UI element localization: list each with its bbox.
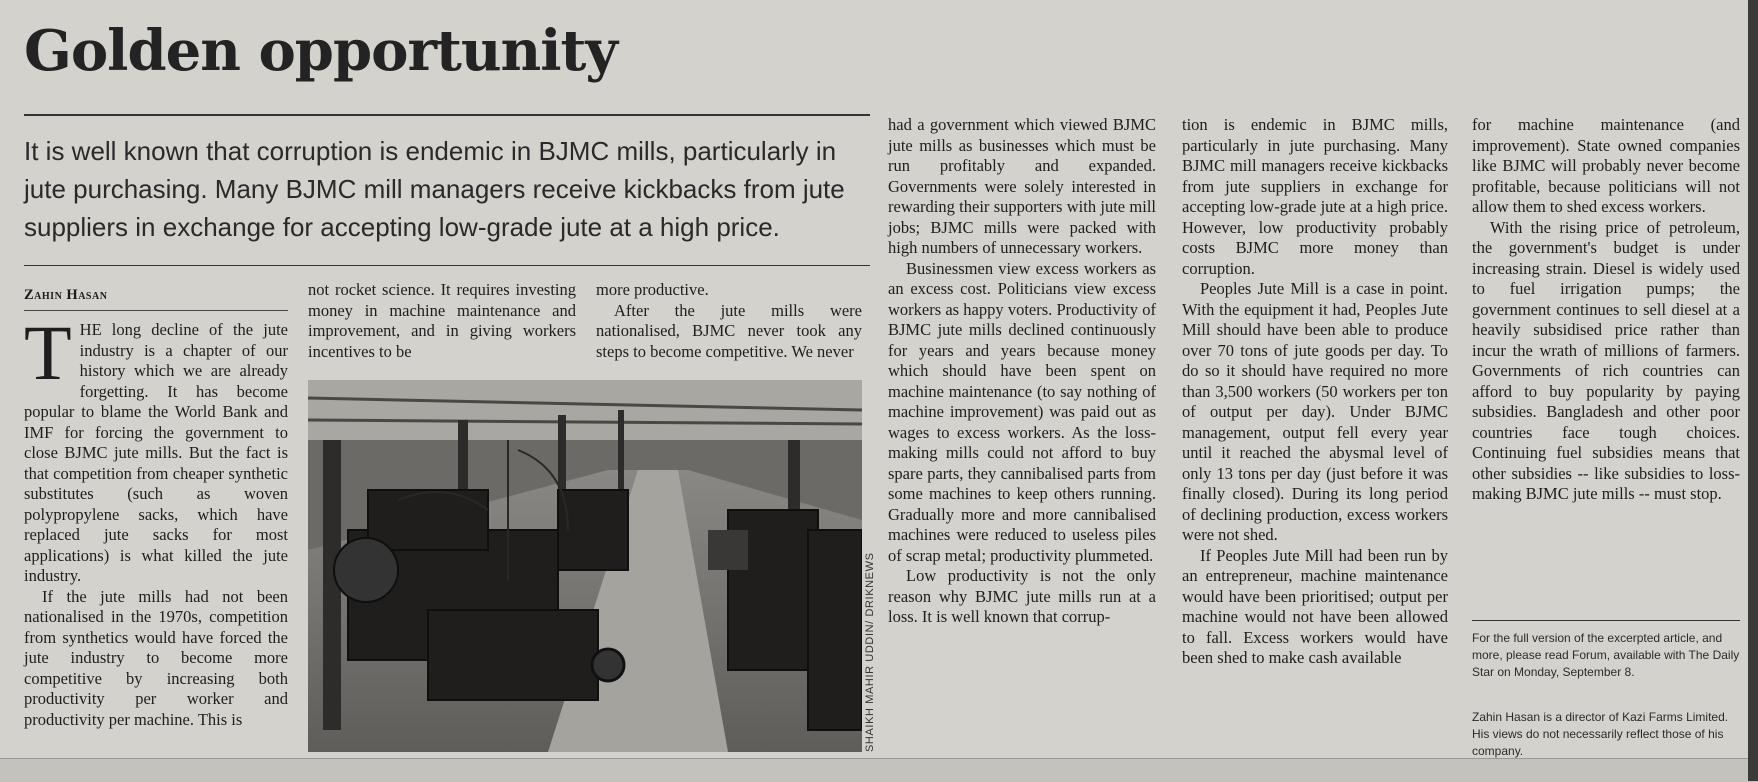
body-column-1 [24, 309, 288, 730]
deck-summary: It is well known that corruption is endemic in BJMC mills, particularly in jute purchasing. Many BJMC mill managers receive kickbacks from jute suppliers in exchange for accepting low-grade jute at a high price. [24, 136, 845, 242]
body-paragraph: more productive. [596, 280, 709, 299]
body-paragraph: THE long decline of the jute industry is a chapter of our history which we are already forgetting. It has become popular to blame the World Bank and IMF for forcing the government to close BJMC jute mills. But the fact is that competition from cheaper synthetic substitutes (such as woven polypropylene sacks, which have replaced jute sacks for most applications) is what killed the jute industry. [24, 309, 288, 585]
deck-rule [24, 265, 870, 266]
body-column-5 [1182, 115, 1448, 669]
body-paragraph: If the jute mills had not been nationalised in the 1970s, competition from synthetics would have forced the jute industry to become more competitive by increasing both productivity per worker and productivity per machine. This is [24, 586, 288, 729]
page-edge [1748, 0, 1758, 781]
derelict-jute-mill-image [308, 380, 862, 752]
body-paragraph: Peoples Jute Mill is a case in point. With the equipment it had, Peoples Jute Mill should have been able to produce over 70 tons of jute goods per day. To do so it should have required no more than 3,500 workers (50 workers per ton of output per day). Under BJMC management, output fell every year until it reached the abysmal level of only 13 tons per day (just before it was finally closed). During its long period of declining production, excess workers were not shed. [1182, 279, 1448, 544]
body-paragraph: Businessmen view excess workers as an excess cost. Politicians view excess workers as happy voters. Productivity of BJMC jute mills declined continuously for years and years because money which should have been spent on machine maintenance (to say nothing of machine improvement) was paid out as wages to excess workers. As the loss-making mills could not afford to buy spare parts, they cannibalised parts from some machines to keep others running. Gradually more and more cannibalised machines were reduced to useless piles of scrap metal; productivity plummeted. [888, 258, 1156, 565]
footnote-author-bio: Zahin Hasan is a director of Kazi Farms Limited. His views do not necessarily reflect those of his company. [1472, 710, 1729, 758]
headline-rule [24, 114, 870, 116]
body-paragraph: After the jute mills were nationalised, BJMC never took any steps to become competitive. We never [596, 300, 862, 361]
footnote [1472, 630, 1740, 760]
body-paragraph: had a government which viewed BJMC jute mills as businesses which must be run profitably and expanded. Governments were solely interested in rewarding their supporters with jute mill jobs; BJMC mills were packed with high numbers of unnecessary workers. [888, 115, 1156, 257]
body-column-3 [596, 280, 862, 362]
footnote-rule [1472, 620, 1740, 621]
body-column-4 [888, 115, 1156, 628]
body-paragraph: tion is endemic in BJMC mills, particularly in jute purchasing. Many BJMC mill managers receive kickbacks from jute suppliers in exchange for accepting low-grade jute at a high price. However, low productivity probably costs BJMC more money than corruption. [1182, 115, 1448, 278]
body-column-6 [1472, 115, 1740, 505]
photo-credit: SHAIKH MAHIR UDDIN/ DRIKNEWS [864, 552, 876, 752]
bottom-edge-strip [0, 758, 1758, 782]
footnote-excerpt: For the full version of the excerpted article, and more, please read Forum, available with The Daily Star on Monday, September 8. [1472, 631, 1740, 679]
body-paragraph: Low productivity is not the only reason why BJMC jute mills run at a loss. It is well known that corrup- [888, 566, 1156, 626]
body-paragraph: If Peoples Jute Mill had been run by an entrepreneur, machine maintenance would have been prioritised; output per machine would not have been allowed to fall. Excess workers would have been shed to make cash available [1182, 545, 1448, 667]
headline: Golden opportunity [24, 18, 617, 84]
body-paragraph: With the rising price of petroleum, the government's budget is under increasing strain. Diesel is widely used to fuel irrigation pumps; the government continues to sell diesel at a heavily subsidised price rather than incur the wrath of millions of farmers. Governments of rich countries can afford to buy popularity by paying subsidies. Bangladesh and other poor countries face tough choices. Continuing fuel subsidies means that other subsidies -- like subsidies to loss-making BJMC jute mills -- must stop. [1472, 217, 1740, 503]
body-paragraph: for machine maintenance (and improvement). State owned companies like BJMC will probably never become profitable, because politicians will not allow them to shed excess workers. [1472, 115, 1740, 216]
byline: Zahin Hasan [24, 287, 288, 311]
mill-photo [308, 380, 862, 752]
body-column-2 [308, 280, 576, 362]
body-paragraph: not rocket science. It requires investing money in machine maintenance and improvement, and in giving workers incentives to be [308, 280, 576, 361]
